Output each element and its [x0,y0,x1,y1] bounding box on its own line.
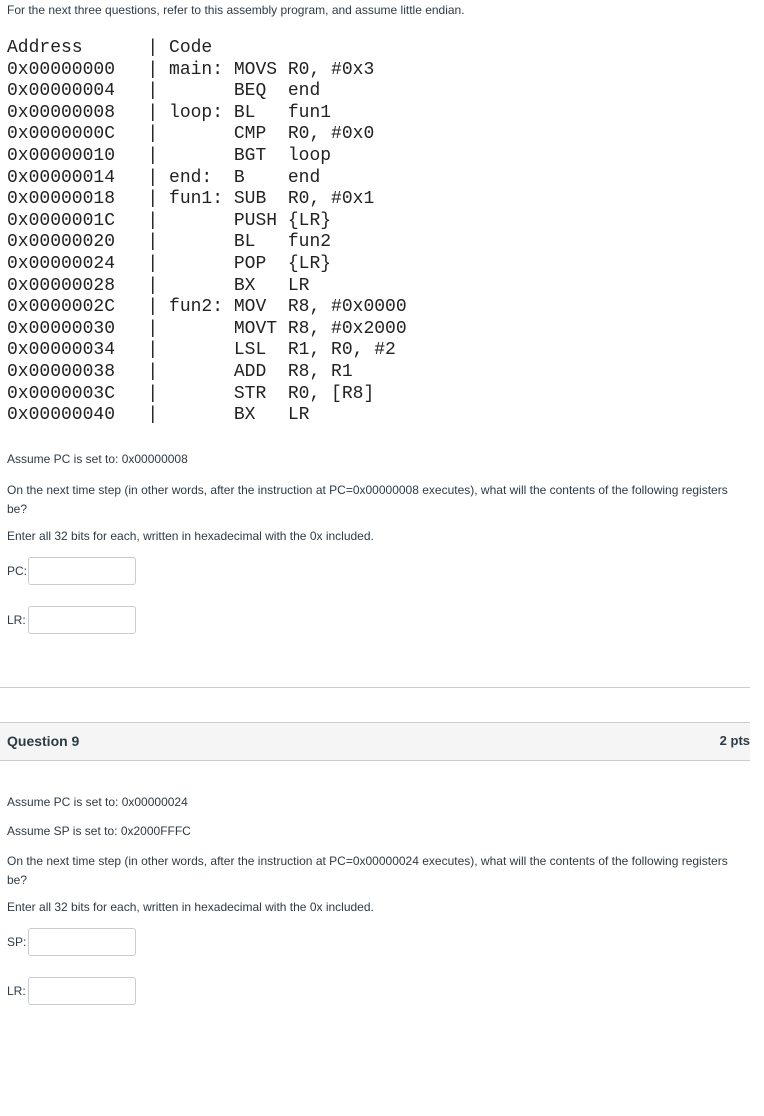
intro-text: For the next three questions, refer to this assembly program, and assume little endian. [7,3,465,17]
code-line: 0x00000010 | BGT loop [7,145,332,166]
lr-field-q9 [7,976,26,1006]
code-line: 0x00000028 | BX LR [7,275,310,296]
question-9-header [0,722,750,761]
instruction-text-q9: Enter all 32 bits for each, written in hexadecimal with the 0x included. [7,900,374,914]
question-title: Question 9 [7,733,80,749]
code-line: 0x00000040 | BX LR [7,405,310,426]
code-line: 0x00000008 | loop: BL fun1 [7,102,332,123]
code-line: 0x00000014 | end: B end [7,167,321,188]
code-line: 0x00000034 | LSL R1, R0, #2 [7,340,396,361]
lr-label: LR: [7,613,26,627]
question-text: On the next time step (in other words, after the instruction at PC=0x00000008 executes), what will the contents of the following registers be? [7,483,728,516]
code-line: 0x00000020 | BL fun2 [7,232,332,253]
sp-assumption-q9: Assume SP is set to: 0x2000FFFC [7,824,191,838]
sp-field [7,927,26,957]
question-points: 2 pts [719,733,750,748]
pc-assumption-q9: Assume PC is set to: 0x00000024 [7,795,188,809]
sp-label: SP: [7,935,27,949]
code-line: 0x00000004 | BEQ end [7,81,321,102]
code-line: Address | Code [7,38,213,58]
code-line: 0x0000001C | PUSH {LR} [7,210,332,231]
instruction-text: Enter all 32 bits for each, written in hexadecimal with the 0x included. [7,529,374,543]
pc-assumption: Assume PC is set to: 0x00000008 [7,452,188,466]
question-text-q9: On the next time step (in other words, after the instruction at PC=0x00000024 executes), what will the contents of the following registers be? [7,854,728,887]
code-line: 0x00000030 | MOVT R8, #0x2000 [7,318,407,339]
lr-field [7,605,26,635]
lr-input[interactable] [28,606,136,634]
code-line: 0x0000003C | STR R0, [R8] [7,383,375,404]
divider [0,687,750,688]
pc-input[interactable] [28,557,136,585]
pc-field [7,556,27,586]
code-line: 0x00000018 | fun1: SUB R0, #0x1 [7,189,375,210]
code-line: 0x00000024 | POP {LR} [7,253,332,274]
lr-label-q9: LR: [7,984,26,998]
code-line: 0x00000000 | main: MOVS R0, #0x3 [7,59,375,80]
code-line: 0x0000000C | CMP R0, #0x0 [7,124,375,145]
sp-input[interactable] [28,928,136,956]
assembly-code [7,38,407,427]
lr-input-q9[interactable] [28,977,136,1005]
code-line: 0x00000038 | ADD R8, R1 [7,361,353,382]
pc-label: PC: [7,564,28,578]
code-line: 0x0000002C | fun2: MOV R8, #0x0000 [7,297,407,318]
